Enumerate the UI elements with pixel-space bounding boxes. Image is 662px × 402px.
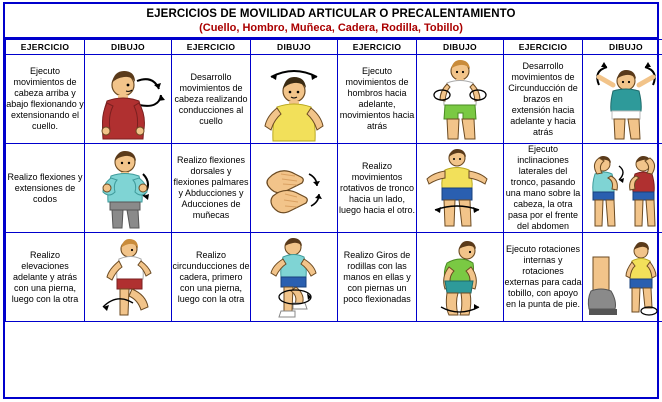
exercise-text: Realizo flexiones y extensiones de codos <box>6 144 85 233</box>
page-subtitle: (Cuello, Hombro, Muñeca, Cadera, Rodilla, Tobillo) <box>199 22 463 34</box>
exercise-text: Desarrollo movimientos de cabeza realizando conducciones al cuello <box>172 55 251 144</box>
exercise-drawing <box>417 233 504 322</box>
table-row <box>6 55 662 144</box>
exercise-drawing <box>417 144 504 233</box>
exercise-drawing <box>85 55 172 144</box>
header-exercise-3: EJERCICIO <box>338 40 417 55</box>
exercise-text: Desarrollo movimientos de Circunducción de brazos en extensión hacia adelante y hacia atrás <box>504 55 583 144</box>
exercise-text: Ejecuto movimientos de cabeza arriba y abajo flexionando y extensionando el cuello. <box>6 55 85 144</box>
trunk-rotation-figure <box>417 144 503 232</box>
exercise-text: Realizo circunducciones de cadera, primero con una pierna, luego con la otra <box>172 233 251 322</box>
title-block <box>5 4 657 39</box>
neck-rotation-figure <box>251 55 337 143</box>
exercise-text: Realizo Giros de rodillas con las manos en ellas y con piernas un poco flexionadas <box>338 233 417 322</box>
elbow-flexion-figure <box>85 144 171 232</box>
header-exercise-1: EJERCICIO <box>6 40 85 55</box>
exercise-drawing <box>583 55 662 144</box>
table-body <box>6 55 662 322</box>
header-exercise-2: EJERCICIO <box>172 40 251 55</box>
exercise-drawing <box>251 55 338 144</box>
exercise-text: Realizo movimientos rotativos de tronco hacia un lado, luego hacia el otro. <box>338 144 417 233</box>
exercise-drawing <box>251 144 338 233</box>
header-drawing-2: DIBUJO <box>251 40 338 55</box>
exercise-drawing <box>417 55 504 144</box>
leg-swing-figure <box>85 233 171 321</box>
exercise-text: Ejecuto inclinaciones laterales del tronco, pasando una mano sobre la cabeza, la otra pasa por el frente del abdomen <box>504 144 583 233</box>
exercise-text: Ejecuto movimientos de hombros hacia adelante, movimientos hacia atrás <box>338 55 417 144</box>
exercise-table <box>5 39 662 322</box>
exercise-drawing <box>85 233 172 322</box>
exercise-text: Ejecuto rotaciones internas y rotaciones externas para cada tobillo, con apoyo en la punta de pie. <box>504 233 583 322</box>
shoulder-circles-figure <box>417 55 503 143</box>
page-title: EJERCICIOS DE MOVILIDAD ARTICULAR O PRECALENTAMIENTO <box>146 8 516 20</box>
knee-rotation-figure <box>417 233 503 321</box>
neck-flexion-extension-figure <box>85 55 171 143</box>
header-drawing-1: DIBUJO <box>85 40 172 55</box>
table-row <box>6 233 662 322</box>
table-header <box>6 40 662 55</box>
exercise-drawing <box>583 144 662 233</box>
exercise-text: Realizo flexiones dorsales y flexiones palmares y Abducciones y Aducciones de muñecas <box>172 144 251 233</box>
header-drawing-3: DIBUJO <box>417 40 504 55</box>
wrist-movements-figure <box>251 144 337 232</box>
exercise-drawing <box>583 233 662 322</box>
exercise-text: Realizo elevaciones adelante y atrás con una pierna, luego con la otra <box>6 233 85 322</box>
header-exercise-4: EJERCICIO <box>504 40 583 55</box>
header-row <box>6 40 662 55</box>
hip-circumduction-figure <box>251 233 337 321</box>
header-drawing-4: DIBUJO <box>583 40 662 55</box>
sheet-frame <box>3 2 659 399</box>
exercise-drawing <box>85 144 172 233</box>
lateral-trunk-bend-figure <box>583 144 662 232</box>
table-row <box>6 144 662 233</box>
arm-circumduction-figure <box>583 55 662 143</box>
exercise-drawing <box>251 233 338 322</box>
ankle-rotation-figure <box>583 233 662 321</box>
